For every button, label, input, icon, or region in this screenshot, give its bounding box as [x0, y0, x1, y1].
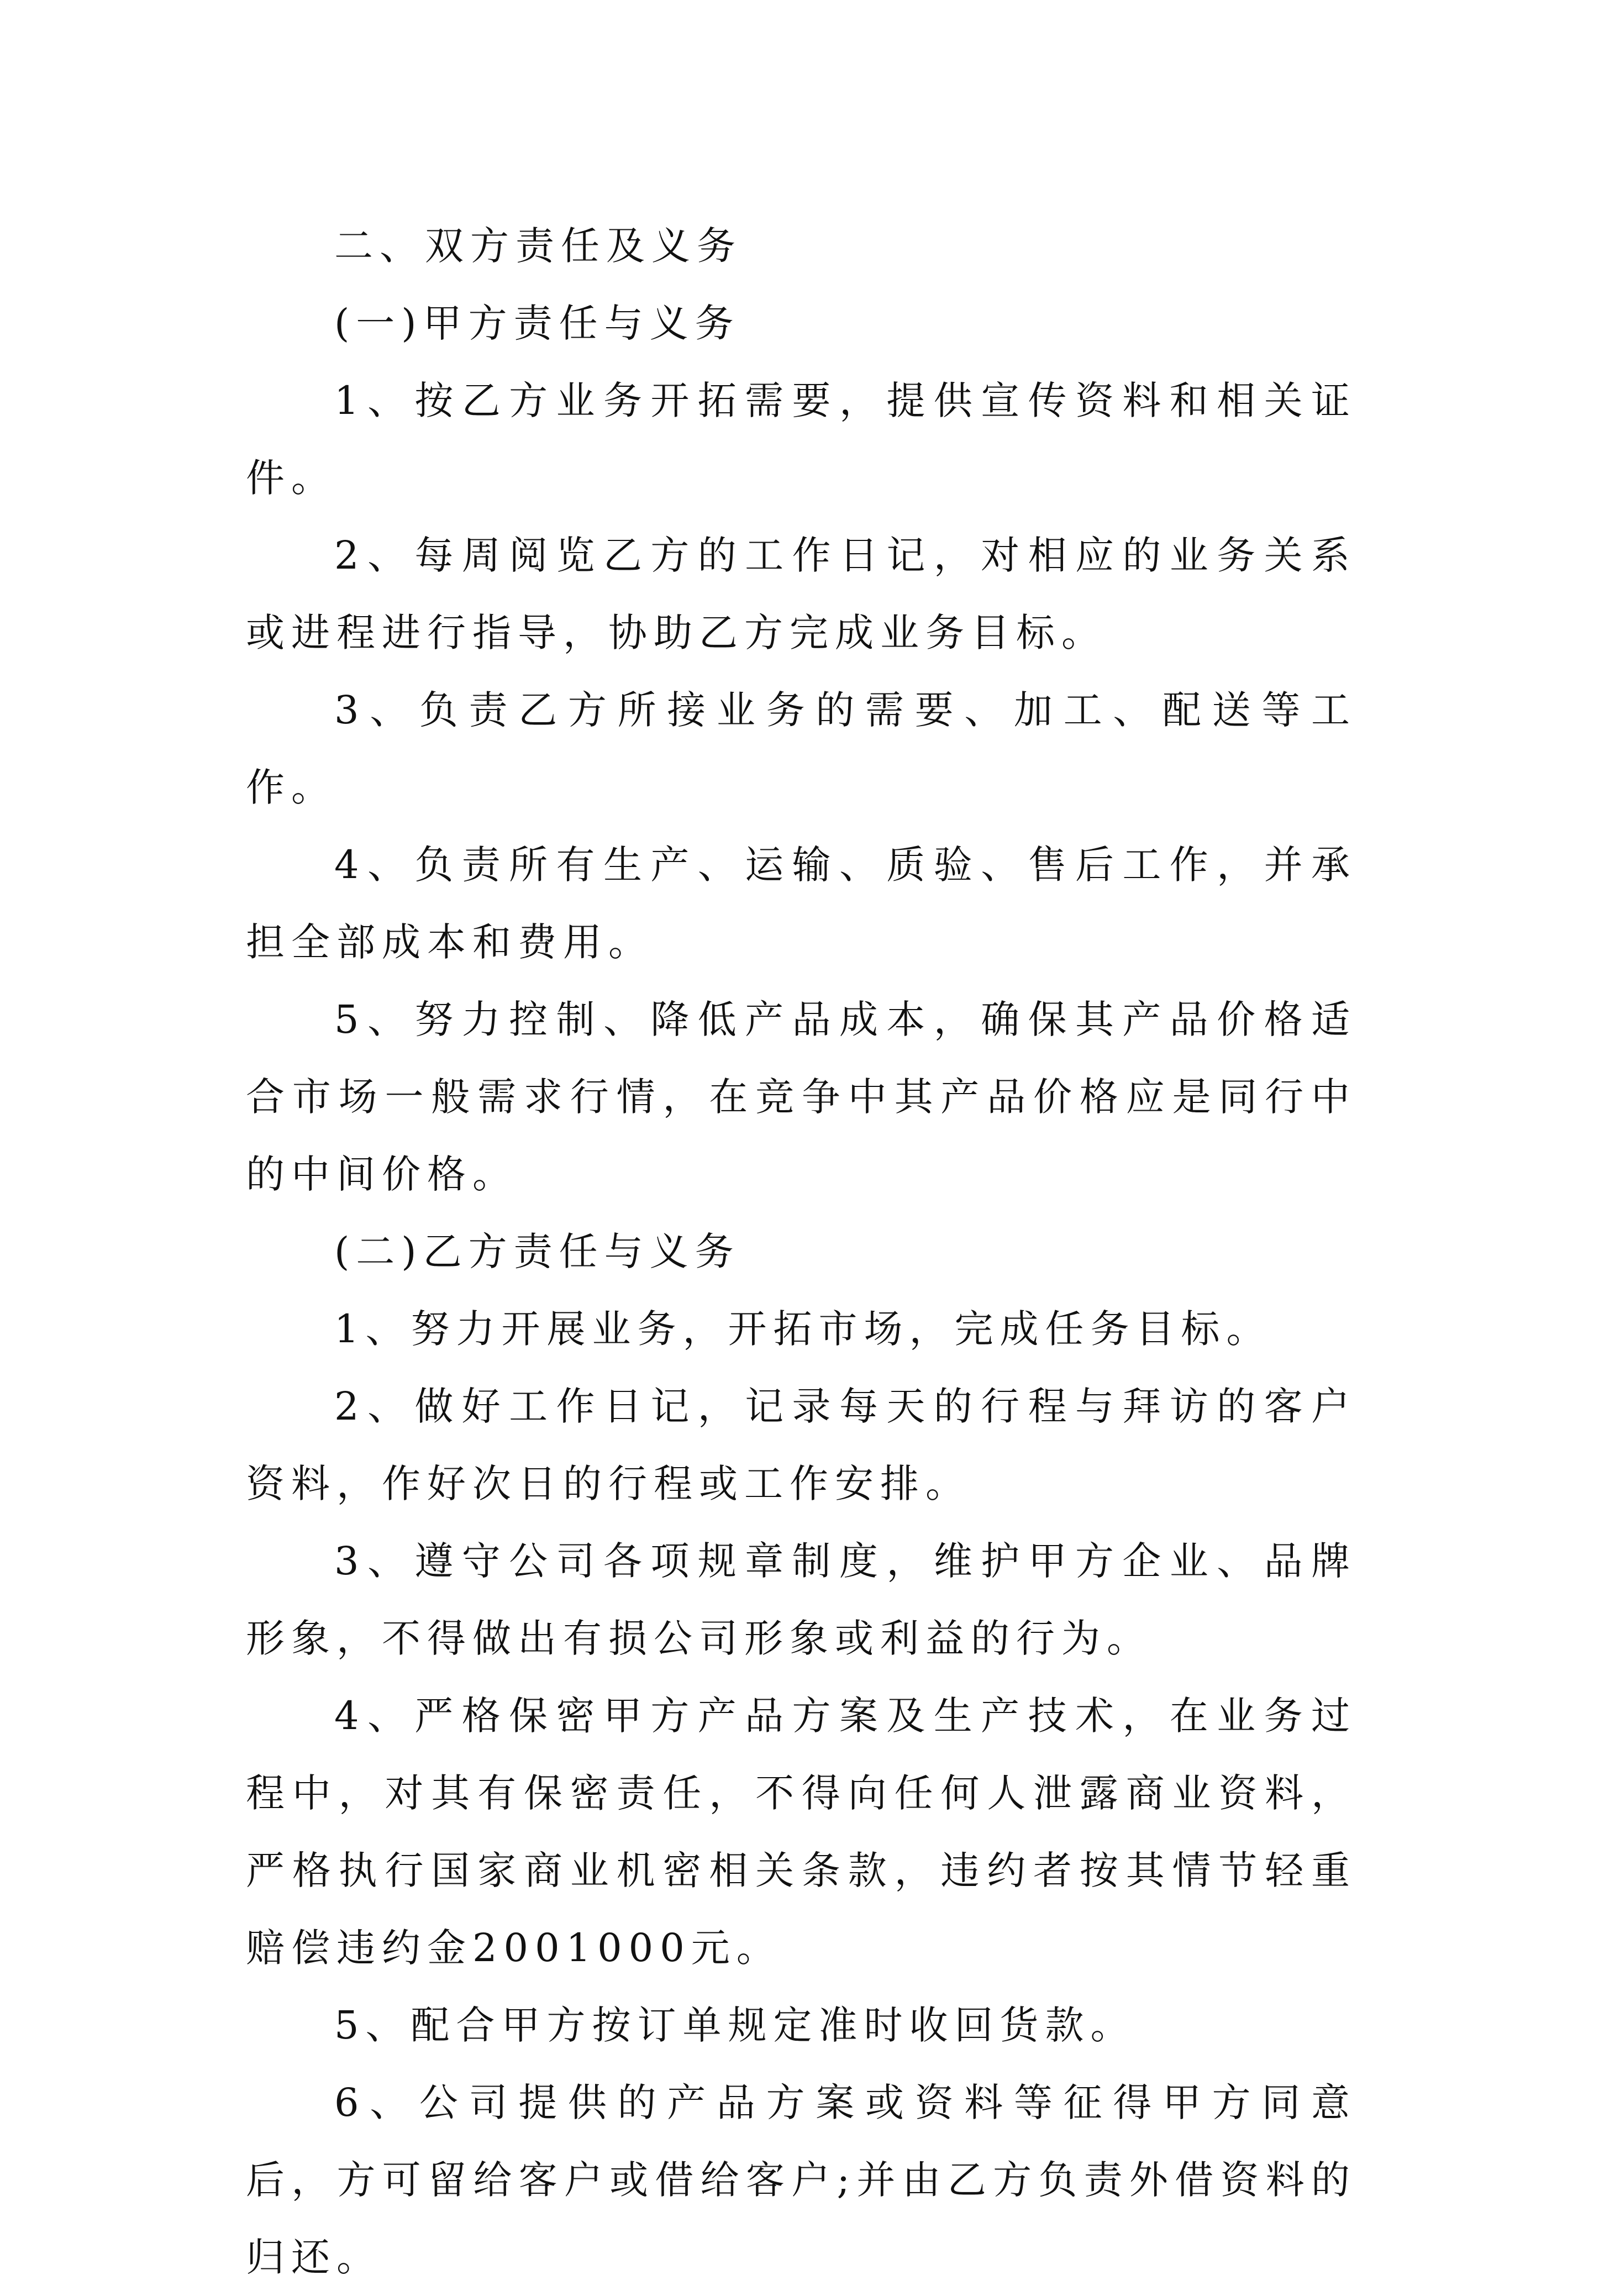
party-b-item-3: 3、遵守公司各项规章制度，维护甲方企业、品牌形象，不得做出有损公司形象或利益的行为。 — [246, 1538, 1356, 1661]
party-a-item-4: 4、负责所有生产、运输、质验、售后工作，并承担全部成本和费用。 — [246, 842, 1356, 965]
section-heading: 二、双方责任及义务 — [334, 223, 742, 269]
party-b-item-1: 1、努力开展业务，开拓市场，完成任务目标。 — [334, 1306, 1272, 1352]
party-a-item-1: 1、按乙方业务开拓需要，提供宣传资料和相关证件。 — [246, 378, 1356, 501]
party-b-item-4: 4、严格保密甲方产品方案及生产技术，在业务过程中，对其有保密责任，不得向任何人泄露商业资料，严格执行国家商业机密相关条款，违约者按其情节轻重赔偿违约金2001000元。 — [246, 1693, 1356, 1971]
party-a-item-3: 3、负责乙方所接业务的需要、加工、配送等工作。 — [246, 687, 1356, 810]
document-body — [246, 207, 1356, 2296]
party-b-item-2: 2、做好工作日记，记录每天的行程与拜访的客户资料，作好次日的行程或工作安排。 — [246, 1384, 1356, 1506]
party-b-item-6: 6、公司提供的产品方案或资料等征得甲方同意后，方可留给客户或借给客户;并由乙方负责外借资料的归还。 — [246, 2080, 1356, 2280]
party-a-item-2: 2、每周阅览乙方的工作日记，对相应的业务关系或进程进行指导，协助乙方完成业务目标。 — [246, 533, 1356, 655]
subsection-heading-party-a: (一)甲方责任与义务 — [334, 301, 740, 346]
party-a-item-5: 5、努力控制、降低产品成本，确保其产品价格适合市场一般需求行情，在竞争中其产品价格应是同行中的中间价格。 — [246, 997, 1356, 1197]
subsection-heading-party-b: (二)乙方责任与义务 — [334, 1229, 740, 1274]
party-b-item-5: 5、配合甲方按订单规定准时收回货款。 — [334, 2003, 1136, 2048]
